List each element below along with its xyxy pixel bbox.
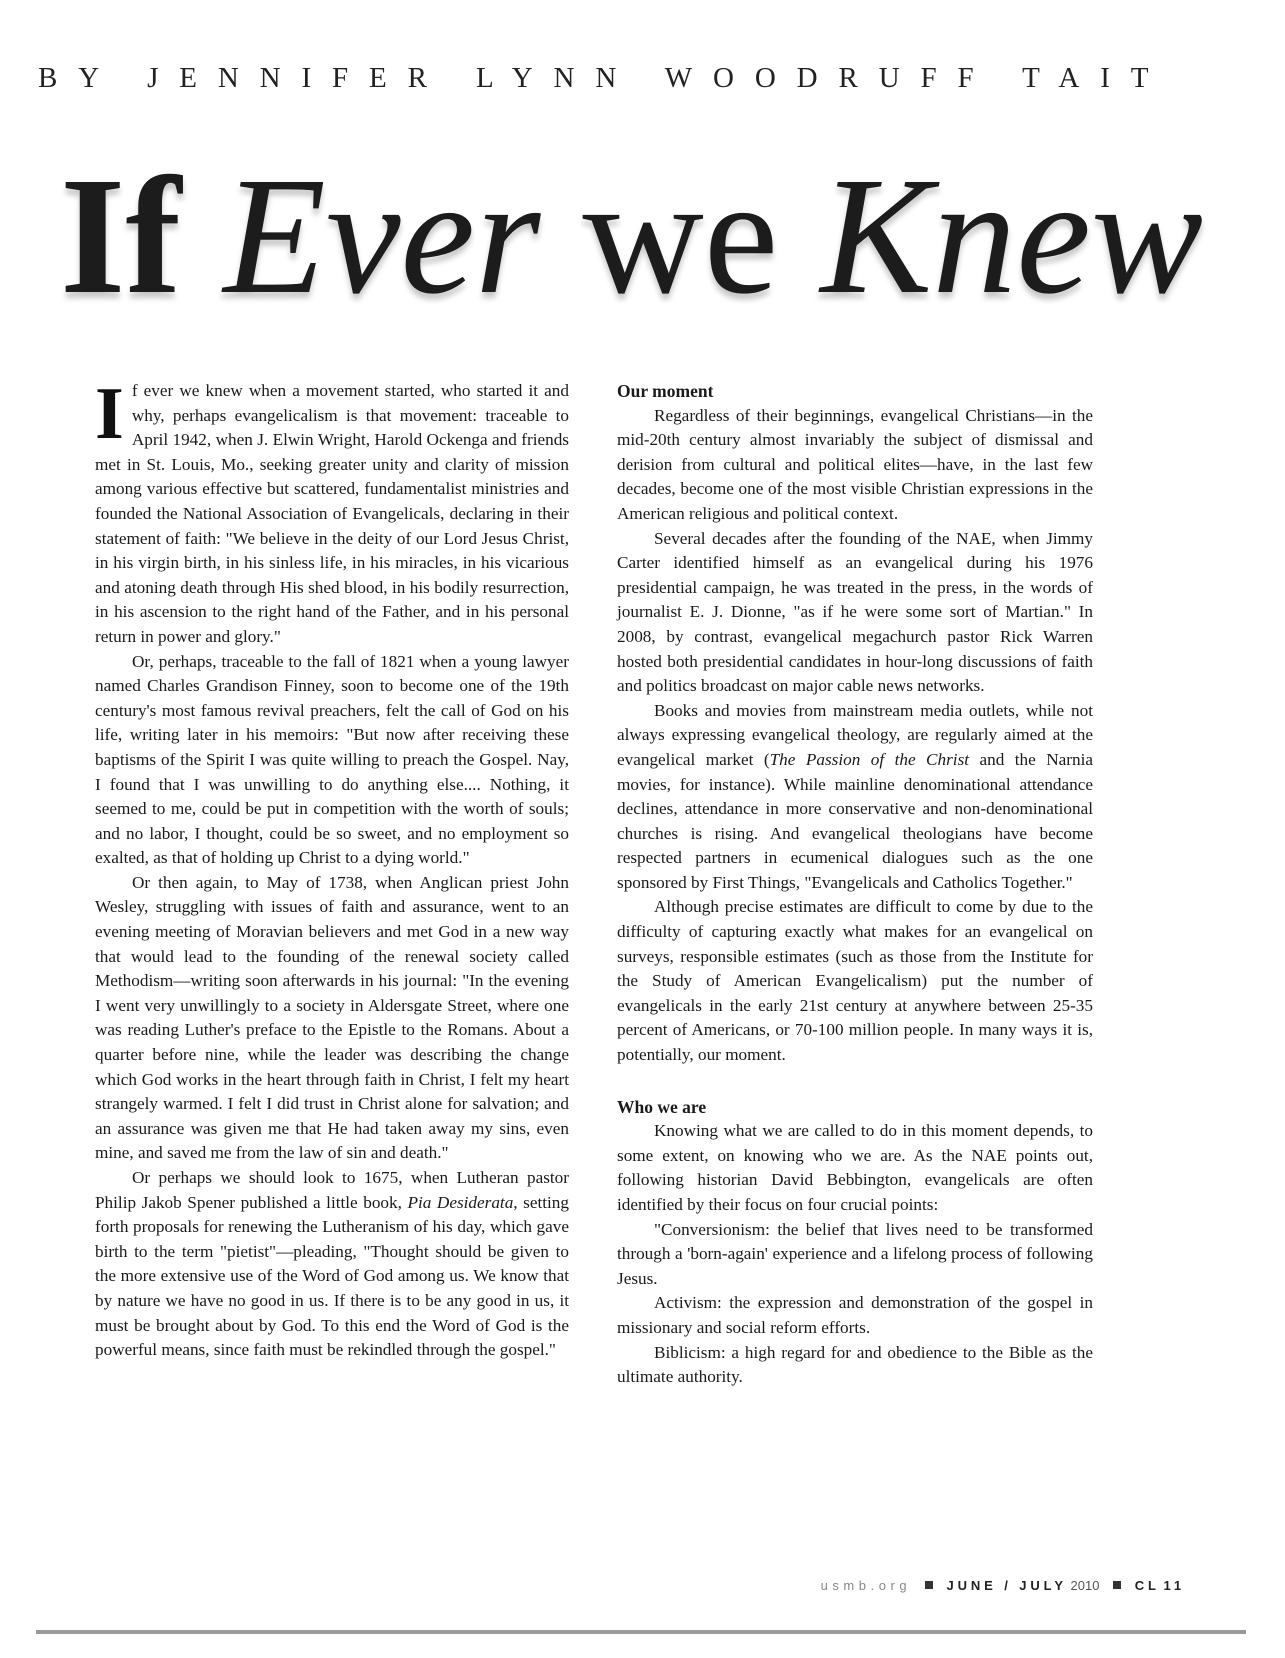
spener-paragraph	[95, 1166, 569, 1363]
footer-page-number: 11	[1163, 1578, 1185, 1593]
footer-square-bullet	[925, 1581, 933, 1589]
section-heading-our-moment: Our moment	[617, 381, 714, 401]
wesley-paragraph: Or then again, to May of 1738, when Anglican priest John Wesley, struggling with issues of faith and assurance, went to an evening meeting of Moravian believers and met God in a new way that would lead to the founding of the renewal society called Methodism—writing soon afterwards in his journal: "In the evening I went very unwillingly to a society in Aldersgate Street, where one was reading Luther's preface to the Epistle to the Romans. About a quarter before nine, while the leader was describing the change which God works in the heart through faith in Christ, I felt my heart strangely warmed. I felt I did trust in Christ alone for salvation; and an assurance was given me that He had taken away my sins, even mine, and saved me from the law of sin and death."	[95, 872, 569, 1163]
right-column	[617, 379, 1093, 1390]
title-word-we: we	[582, 143, 779, 329]
bottom-rule	[36, 1630, 1246, 1634]
page-footer	[821, 1578, 1185, 1593]
left-column	[95, 373, 569, 1363]
our-moment-paragraph-2: Several decades after the founding of the NAE, when Jimmy Carter identified himself as an evangelical during his 1976 presidential campaign, he was treated in the press, in the words of journalist E. J. Dionne, "as if he were some sort of Martian." In 2008, by contrast, evangelical megachurch pastor Rick Warren hosted both presidential candidates in hour-long discussions of faith and politics broadcast on major cable news networks.	[617, 528, 1093, 696]
spener-text-before: Or perhaps we should look to 1675, when Lutheran pastor Philip Jakob Spener published a little book,	[95, 1168, 569, 1212]
title-word-if: If	[60, 143, 182, 329]
title-word-ever: Ever	[223, 143, 541, 329]
biblicism-paragraph: Biblicism: a high regard for and obedience to the Bible as the ultimate authority.	[617, 1342, 1093, 1387]
conversionism-paragraph: "Conversionism: the belief that lives need to be transformed through a 'born-again' experience and a lifelong process of following Jesus.	[617, 1219, 1093, 1288]
drop-cap: I	[95, 373, 124, 455]
opening-paragraph	[95, 373, 569, 650]
section-gap	[617, 1068, 1093, 1095]
footer-issue: JUNE / JULY	[946, 1578, 1067, 1593]
our-moment-paragraph-4: Although precise estimates are difficult to come by due to the difficulty of capturing exactly what makes for an evangelical on surveys, responsible estimates (such as those from the Institute for the Study of American Evangelicalism) put the number of evangelicals in the early 21st century at anywhere between 25-35 percent of Americans, or 70-100 million people. In many ways it is, potentially, our moment.	[617, 897, 1093, 1065]
who-we-are-paragraph-1: Knowing what we are called to do in this moment depends, to some extent, on knowing who we are. As the NAE points out, following historian David Bebbington, evangelicals are often identified by their focus on four crucial points:	[617, 1121, 1093, 1214]
title-word-knew: Knew	[820, 143, 1204, 329]
footer-site: usmb.org	[820, 1578, 912, 1593]
our-moment-paragraph-3	[617, 699, 1093, 896]
media-text-before: Books and movies from mainstream media outlets, while not always expressing evangelical theology, are regularly aimed at the evangelical market (	[617, 700, 1093, 769]
byline: BY JENNIFER LYNN WOODRUFF TAIT	[38, 62, 1170, 94]
footer-year: 2010	[1070, 1578, 1100, 1593]
book-title-pia-desiderata: Pia Desiderata	[407, 1192, 514, 1212]
media-text-after: and the Narnia movies, for instance). While mainline denominational attendance declines, attendance in more conservative and non-denominational churches is rising. And evangelical theologians have become respected partners in ecumenical dialogues such as the one sponsored by First Things, "Evangelicals and Catholics Together."	[617, 749, 1094, 892]
footer-section: CL	[1134, 1578, 1160, 1593]
spener-text-after: , setting forth proposals for renewing the Lutheranism of his day, which gave birth to the term "pietist"—pleading, "Thought should be given to the more extensive use of the Word of God among us. We know that by nature we have no good in us. If there is to be any good in us, it must be brought about by God. To this end the Word of God is the powerful means, since faith must be rekindled through the gospel."	[95, 1192, 569, 1360]
opening-paragraph-text: f ever we knew when a movement started, who started it and why, perhaps evangelicalism is that movement: traceable to April 1942, when J. Elwin Wright, Harold Ockenga and friends met in St. Louis, Mo., seeking greater unity and clarity of mission among various effective but scattered, fundamentalist ministries and founded the National Association of Evangelicals, declaring in their statement of faith: "We believe in the deity of our Lord Jesus Christ, in his virgin birth, in his sinless life, in his miracles, in his vicarious and atoning death through His shed blood, in his bodily resurrection, in his ascension to the right hand of the Father, and in his personal return in power and glory."	[95, 381, 569, 646]
activism-paragraph: Activism: the expression and demonstration of the gospel in missionary and social reform efforts.	[617, 1293, 1093, 1337]
section-heading-who-we-are: Who we are	[617, 1096, 707, 1117]
footer-square-bullet	[1113, 1581, 1121, 1589]
our-moment-paragraph-1: Regardless of their beginnings, evangelical Christians—in the mid-20th century almost invariably the subject of dismissal and derision from cultural and political elites—have, in the last few decades, become one of the most visible Christian expressions in the American religious and political context.	[617, 405, 1093, 523]
article-title	[60, 143, 1240, 329]
finney-paragraph: Or, perhaps, traceable to the fall of 1821 when a young lawyer named Charles Grandison Finney, soon to become one of the 19th century's most famous revival preachers, felt the call of God on his life, writing later in his memoirs: "But now after receiving these baptisms of the Spirit I was quite willing to preach the Gospel. Nay, I found that I was unwilling to do anything else.... Nothing, it seemed to me, could be put in competition with the worth of souls; and no labor, I thought, could be so sweet, and no employment so exalted, as that of holding up Christ to a dying world."	[95, 651, 569, 868]
film-title: The Passion of the Christ	[769, 749, 970, 769]
